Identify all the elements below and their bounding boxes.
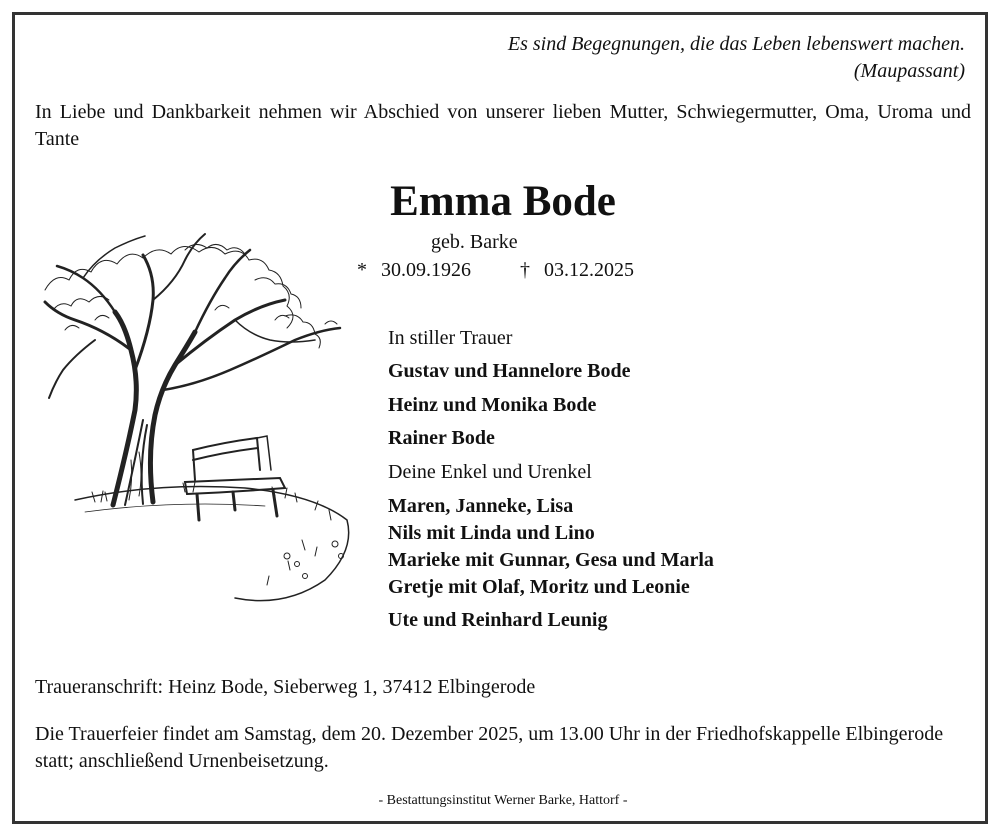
grandchildren-heading: Deine Enkel und Urenkel [388,461,592,483]
mourner-family-3: Rainer Bode [388,427,495,449]
grandchildren-3: Marieke mit Gunnar, Gesa und Marla [388,549,714,571]
quote-text: Es sind Begegnungen, die das Leben lebenswert machen. [507,33,965,55]
grandchildren-4: Gretje mit Olaf, Moritz und Leonie [388,576,690,598]
deceased-name: Emma Bode [390,178,616,225]
obituary-frame [12,12,988,824]
grandchildren-1: Maren, Janneke, Lisa [388,495,574,517]
grandchildren-2: Nils mit Linda und Lino [388,522,595,544]
mourning-heading: In stiller Trauer [388,327,513,349]
funeral-home-footer: - Bestattungsinstitut Werner Barke, Hattorf - [378,793,628,808]
mourner-family-2: Heinz und Monika Bode [388,394,597,416]
quote-author: (Maupassant) [853,60,965,82]
birth-symbol: * [357,259,367,281]
death-date: 03.12.2025 [544,259,634,281]
death-symbol: † [520,259,530,281]
maiden-name: geb. Barke [431,231,518,253]
intro-text: In Liebe und Dankbarkeit nehmen wir Abschied von unserer lieben Mutter, Schwiegermutter, Oma, Uroma und Tante [35,101,971,150]
mourner-others: Ute und Reinhard Leunig [388,609,608,631]
mourning-address: Traueranschrift: Heinz Bode, Sieberweg 1, 37412 Elbingerode [35,676,536,698]
tree-bench-illustration [35,220,370,605]
service-info: Die Trauerfeier findet am Samstag, dem 20. Dezember 2025, um 13.00 Uhr in der Friedhofskappelle Elbingerode statt; anschließend Urnenbeisetzung. [35,723,944,772]
birth-date: 30.09.1926 [381,259,471,281]
mourner-family-1: Gustav und Hannelore Bode [388,360,631,382]
